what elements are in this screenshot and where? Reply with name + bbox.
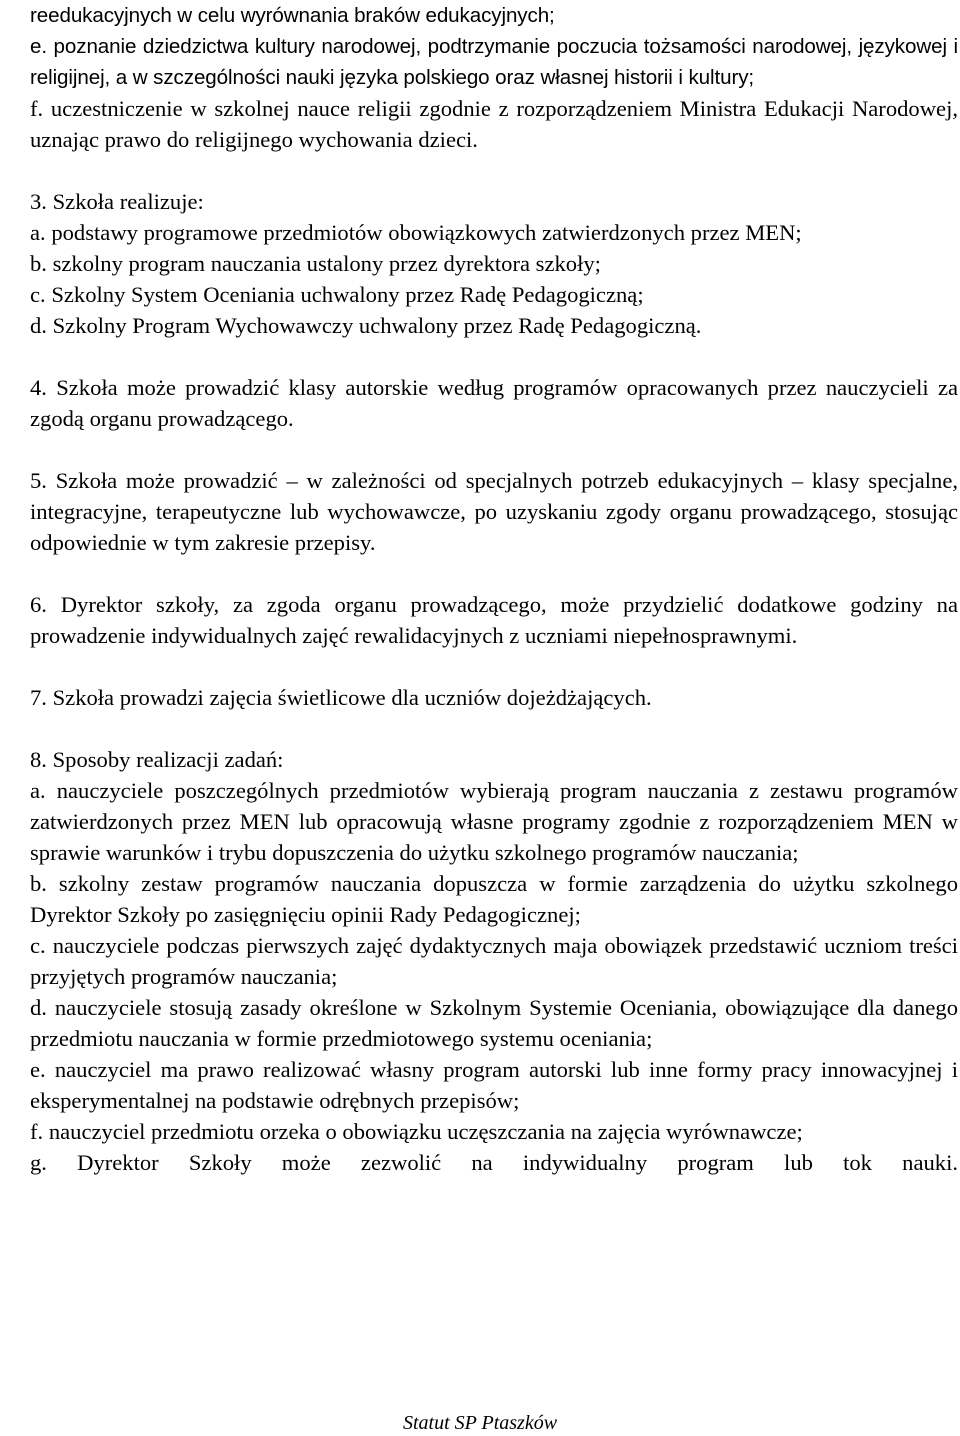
section-8-heading: 8. Sposoby realizacji zadań:: [30, 747, 284, 772]
spacer: [30, 558, 958, 589]
section-3-item-b: b. szkolny program nauczania ustalony przez dyrektora szkoły;: [30, 251, 601, 276]
spacer: [30, 434, 958, 465]
section-8-item-d: d. nauczyciele stosują zasady określone w Szkolnym Systemie Oceniania, obowiązujące dla danego przedmiotu nauczania w formie przedmiotowego systemu oceniania;: [30, 995, 958, 1051]
spacer: [30, 155, 958, 186]
section-8-item-f: f. nauczyciel przedmiotu orzeka o obowiązku uczęszczania na zajęcia wyrównawcze;: [30, 1119, 803, 1144]
list-item-f: f. uczestniczenie w szkolnej nauce religii zgodnie z rozporządzeniem Ministra Edukacji Narodowej, uznając prawo do religijnego wychowania dzieci.: [30, 96, 958, 152]
section-8-item-a: a. nauczyciele poszczególnych przedmiotów wybierają program nauczania z zestawu programów zatwierdzonych przez MEN lub opracowują własne programy zgodnie z rozporządzeniem MEN w sprawie warunków i trybu dopuszczenia do użytku szkolnego programów nauczania;: [30, 778, 958, 865]
text-line: reedukacyjnych w celu wyrównania braków edukacyjnych;: [30, 4, 555, 27]
document-body: [30, 0, 958, 1178]
section-4: 4. Szkoła może prowadzić klasy autorskie według programów opracowanych przez nauczycieli za zgodą organu prowadzącego.: [30, 375, 958, 431]
section-3-heading: 3. Szkoła realizuje:: [30, 189, 204, 214]
spacer: [30, 651, 958, 682]
section-5: 5. Szkoła może prowadzić – w zależności od specjalnych potrzeb edukacyjnych – klasy specjalne, integracyjne, terapeutyczne lub wychowawcze, po uzyskaniu zgody organu prowadzącego, stosując odpowiednie w tym zakresie przepisy.: [30, 468, 958, 555]
section-6: 6. Dyrektor szkoły, za zgoda organu prowadzącego, może przydzielić dodatkowe godziny na prowadzenie indywidualnych zajęć rewalidacyjnych z uczniami niepełnosprawnymi.: [30, 592, 958, 648]
section-8-item-e: e. nauczyciel ma prawo realizować własny program autorski lub inne formy pracy innowacyjnej i eksperymentalnej na podstawie odrębnych przepisów;: [30, 1057, 958, 1113]
section-8-item-c: c. nauczyciele podczas pierwszych zajęć dydaktycznych maja obowiązek przedstawić uczniom treści przyjętych programów nauczania;: [30, 933, 958, 989]
spacer: [30, 713, 958, 744]
list-item-e: e. poznanie dziedzictwa kultury narodowej, podtrzymanie poczucia tożsamości narodowej, językowej i religijnej, a w szczególności nauki języka polskiego oraz własnej historii i kultury;: [30, 35, 958, 89]
section-3-item-c: c. Szkolny System Oceniania uchwalony przez Radę Pedagogiczną;: [30, 282, 644, 307]
section-7: 7. Szkoła prowadzi zajęcia świetlicowe dla uczniów dojeżdżających.: [30, 685, 652, 710]
section-3-item-d: d. Szkolny Program Wychowawczy uchwalony przez Radę Pedagogiczną.: [30, 313, 702, 338]
section-3-item-a: a. podstawy programowe przedmiotów obowiązkowych zatwierdzonych przez MEN;: [30, 220, 802, 245]
page-footer: Statut SP Ptaszków: [402, 1412, 558, 1434]
section-8-item-g: g. Dyrektor Szkoły może zezwolić na indywidualny program lub tok nauki.: [30, 1150, 958, 1175]
spacer: [30, 341, 958, 372]
section-8-item-b: b. szkolny zestaw programów nauczania dopuszcza w formie zarządzenia do użytku szkolnego Dyrektor Szkoły po zasięgnięciu opinii Rady Pedagogicznej;: [30, 871, 958, 927]
